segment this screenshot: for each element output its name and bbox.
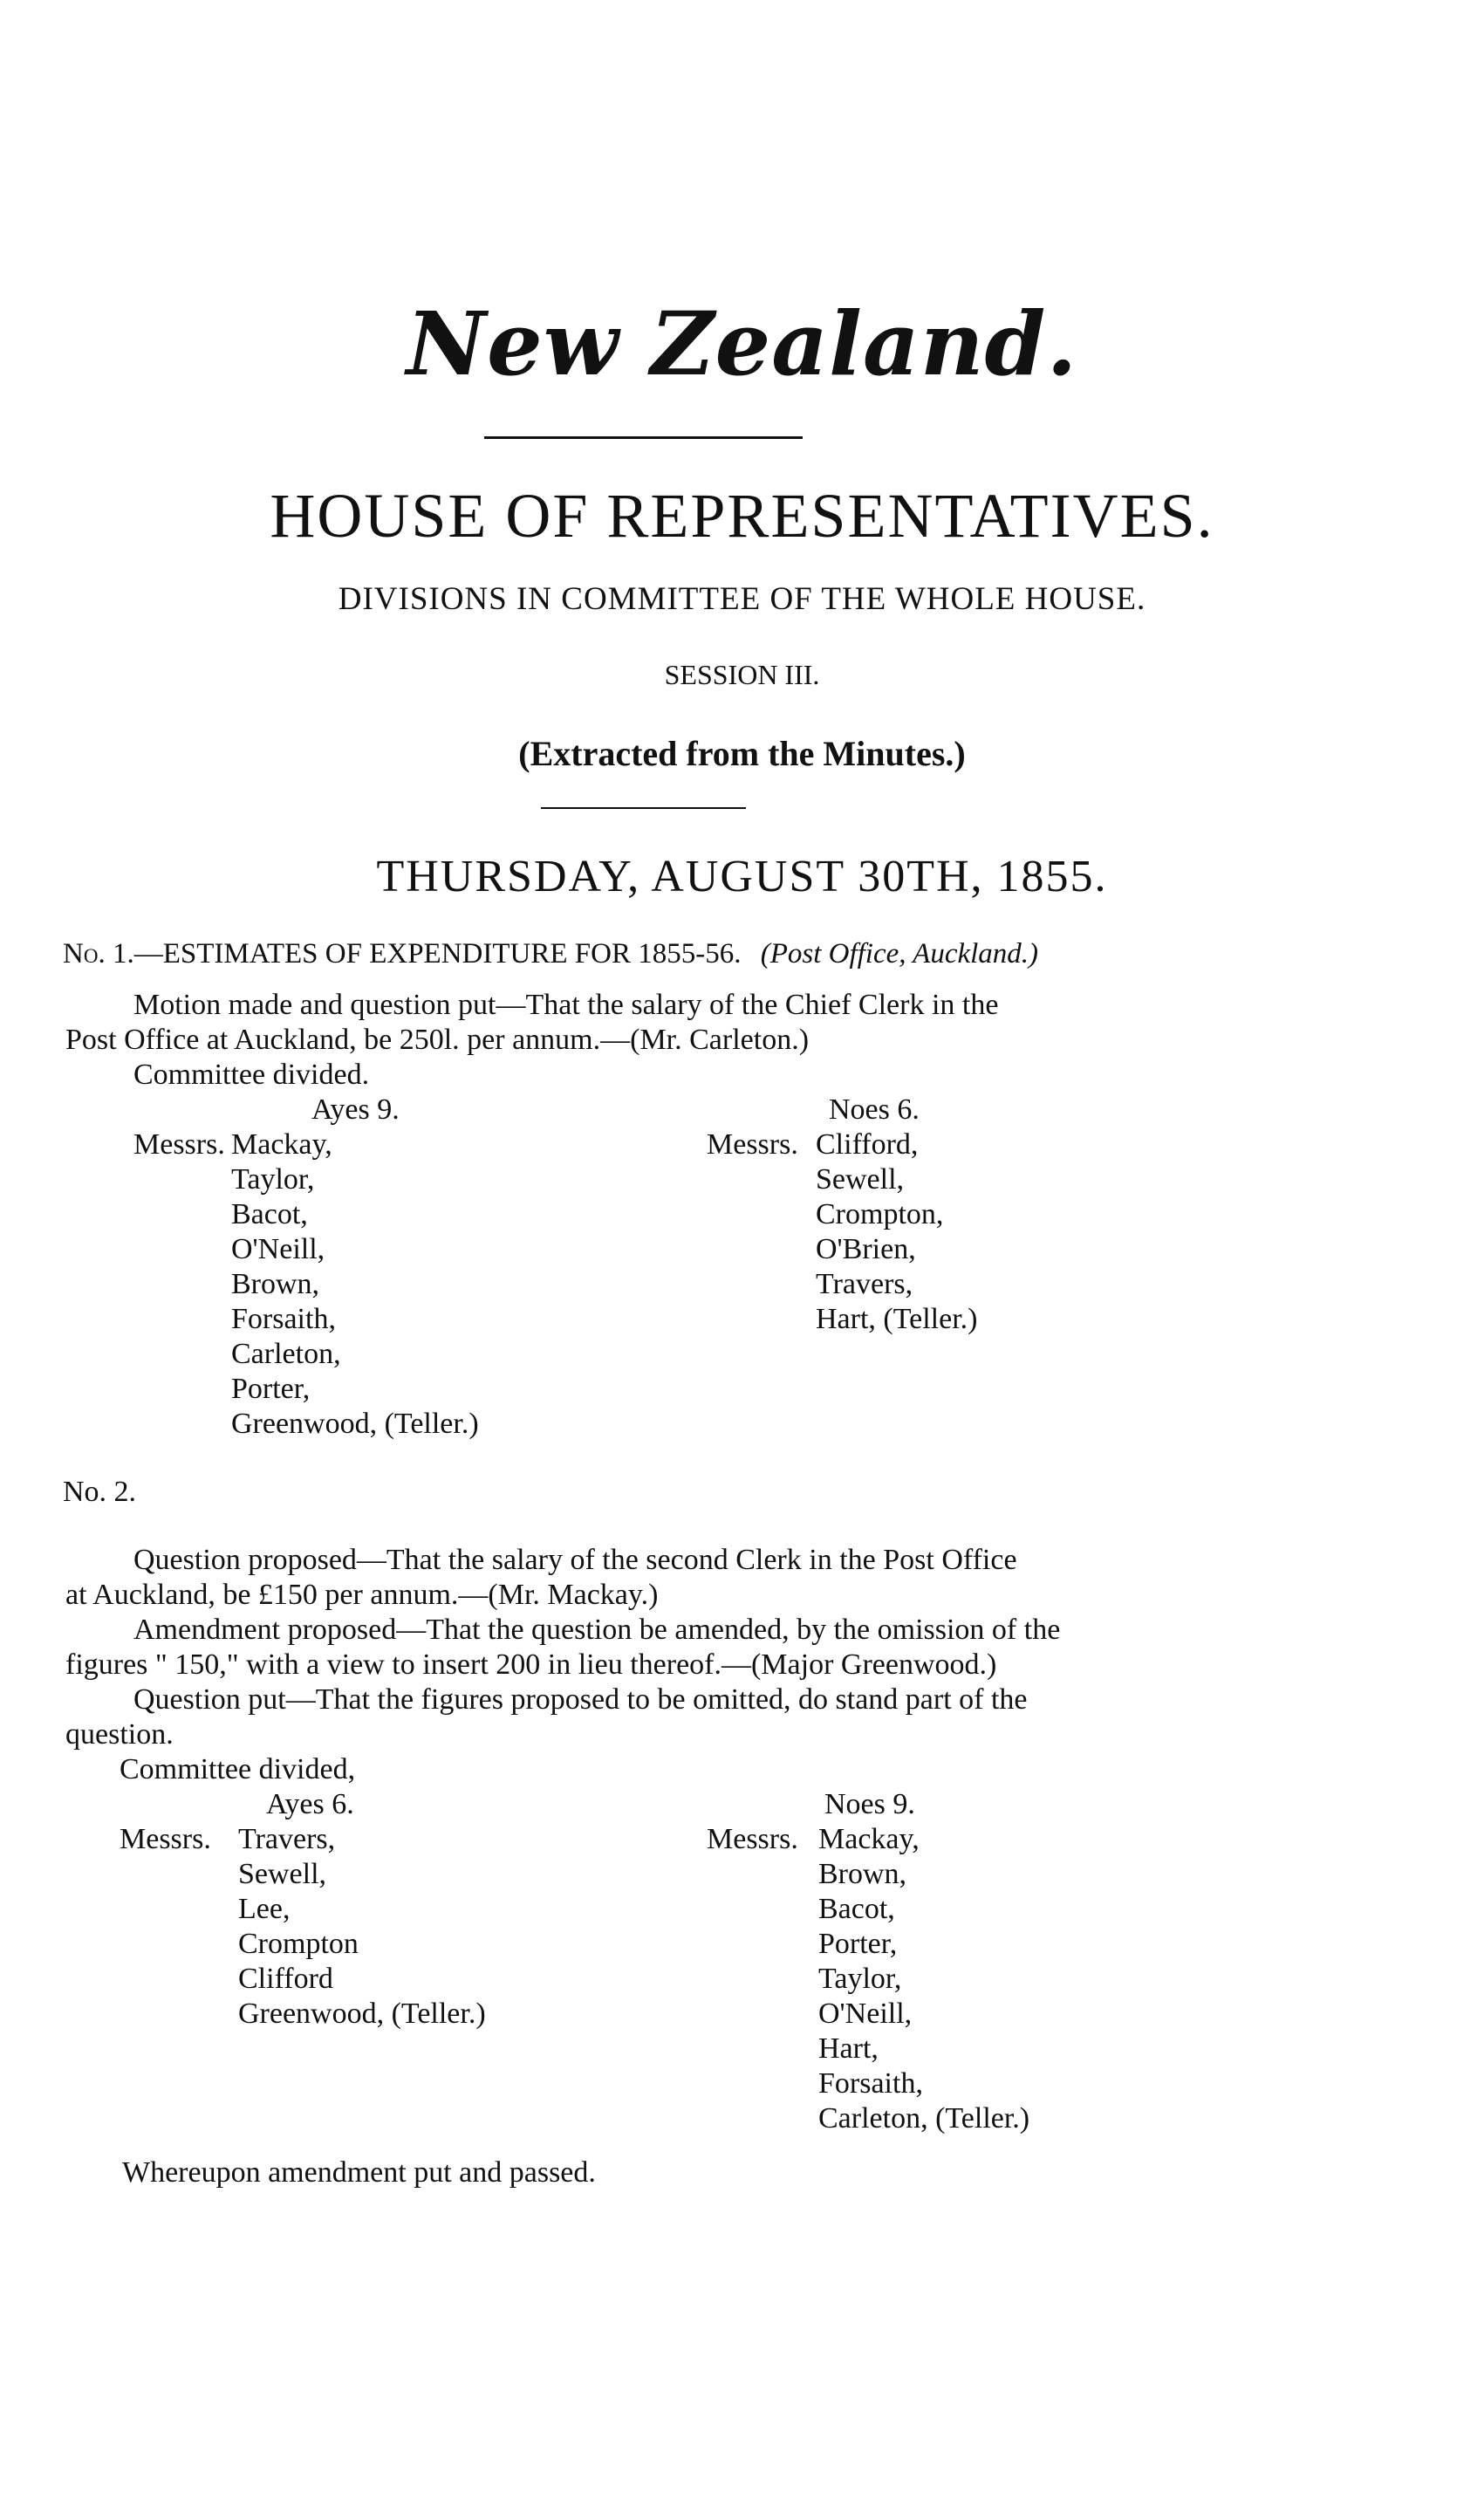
member-name: Crompton, (816, 1198, 944, 1230)
member-name: Travers, (816, 1268, 913, 1300)
division-1-heading-text: No. 1.—ESTIMATES OF EXPENDITURE FOR 1855-56. (63, 938, 742, 970)
division-1-motion-line: Motion made and question put—That the salary of the Chief Clerk in the (133, 989, 999, 1021)
division-2-put-line: question. (65, 1718, 174, 1751)
session-label: SESSION III. (664, 659, 820, 690)
division-2-put-line: Question put—That the figures proposed to be omitted, do stand part of the (133, 1683, 1028, 1716)
member-name: Greenwood, (Teller.) (231, 1408, 479, 1440)
member-name: Carleton, (231, 1338, 341, 1370)
division-2-ayes-list (238, 1822, 486, 2032)
member-name: Forsaith, (818, 2067, 923, 2100)
member-name: Porter, (818, 1928, 898, 1960)
division-2-ayes-prefix: Messrs. (120, 1823, 211, 1855)
member-name: O'Neill, (818, 1998, 913, 2030)
member-name: Porter, (231, 1373, 311, 1405)
member-name: Clifford, (816, 1128, 919, 1161)
member-name: Mackay, (818, 1823, 920, 1855)
masthead: New Zealand. (406, 292, 1078, 395)
division-1-noes-title: Noes 6. (829, 1093, 920, 1126)
dateline: THURSDAY, AUGUST 30TH, 1855. (376, 852, 1108, 901)
member-name: Bacot, (231, 1198, 308, 1230)
division-1-noes-list (816, 1127, 977, 1337)
divisions-subtitle: DIVISIONS IN COMMITTEE OF THE WHOLE HOUSE. (338, 581, 1146, 617)
divider-rule (541, 807, 746, 809)
member-name: Brown, (231, 1268, 320, 1300)
member-name: Hart, (Teller.) (816, 1303, 978, 1335)
member-name: Crompton (238, 1928, 359, 1960)
member-name: O'Brien, (816, 1233, 916, 1265)
division-2-result: Whereupon amendment put and passed. (122, 2156, 596, 2189)
division-1-committee: Committee divided. (133, 1059, 370, 1091)
divider-rule (484, 436, 803, 439)
member-name: Taylor, (818, 1963, 902, 1995)
member-name: Travers, (238, 1823, 336, 1855)
division-2-ayes-title: Ayes 6. (266, 1788, 354, 1820)
member-name: Lee, (238, 1893, 291, 1925)
division-1-ayes-title: Ayes 9. (311, 1093, 400, 1126)
member-name: Sewell, (238, 1858, 327, 1890)
member-name: Sewell, (816, 1163, 905, 1196)
member-name: Brown, (818, 1858, 907, 1890)
member-name: O'Neill, (231, 1233, 325, 1265)
member-name: Greenwood, (Teller.) (238, 1998, 486, 2030)
member-name: Bacot, (818, 1893, 895, 1925)
member-name: Mackay, (231, 1128, 332, 1161)
extracted-note: (Extracted from the Minutes.) (518, 734, 966, 773)
division-2-noes-prefix: Messrs. (707, 1823, 798, 1855)
division-2-committee: Committee divided, (120, 1753, 356, 1785)
house-title: HOUSE OF REPRESENTATIVES. (270, 481, 1214, 551)
division-1-heading-sub: (Post Office, Auckland.) (760, 938, 1039, 970)
division-1-ayes-prefix: Messrs. (133, 1128, 225, 1161)
member-name: Forsaith, (231, 1303, 336, 1335)
division-2-question-line: at Auckland, be £150 per annum.—(Mr. Mackay.) (65, 1579, 659, 1611)
division-1-heading (63, 938, 1038, 970)
division-2-noes-title: Noes 9. (824, 1788, 915, 1820)
member-name: Clifford (238, 1963, 333, 1995)
division-1-ayes-list (231, 1127, 479, 1442)
division-1-noes-prefix: Messrs. (707, 1128, 798, 1161)
member-name: Taylor, (231, 1163, 315, 1196)
division-2-noes-list (818, 1822, 1029, 2136)
division-2-question-line: Question proposed—That the salary of the second Clerk in the Post Office (133, 1544, 1017, 1576)
division-1-motion-line: Post Office at Auckland, be 250l. per annum.—(Mr. Carleton.) (65, 1024, 810, 1056)
division-2-amendment-line: figures " 150," with a view to insert 200 in lieu thereof.—(Major Greenwood.) (65, 1648, 997, 1681)
division-2-amendment-line: Amendment proposed—That the question be amended, by the omission of the (133, 1614, 1061, 1646)
member-name: Hart, (818, 2032, 879, 2065)
division-2-heading: No. 2. (63, 1476, 137, 1508)
member-name: Carleton, (Teller.) (818, 2102, 1030, 2135)
